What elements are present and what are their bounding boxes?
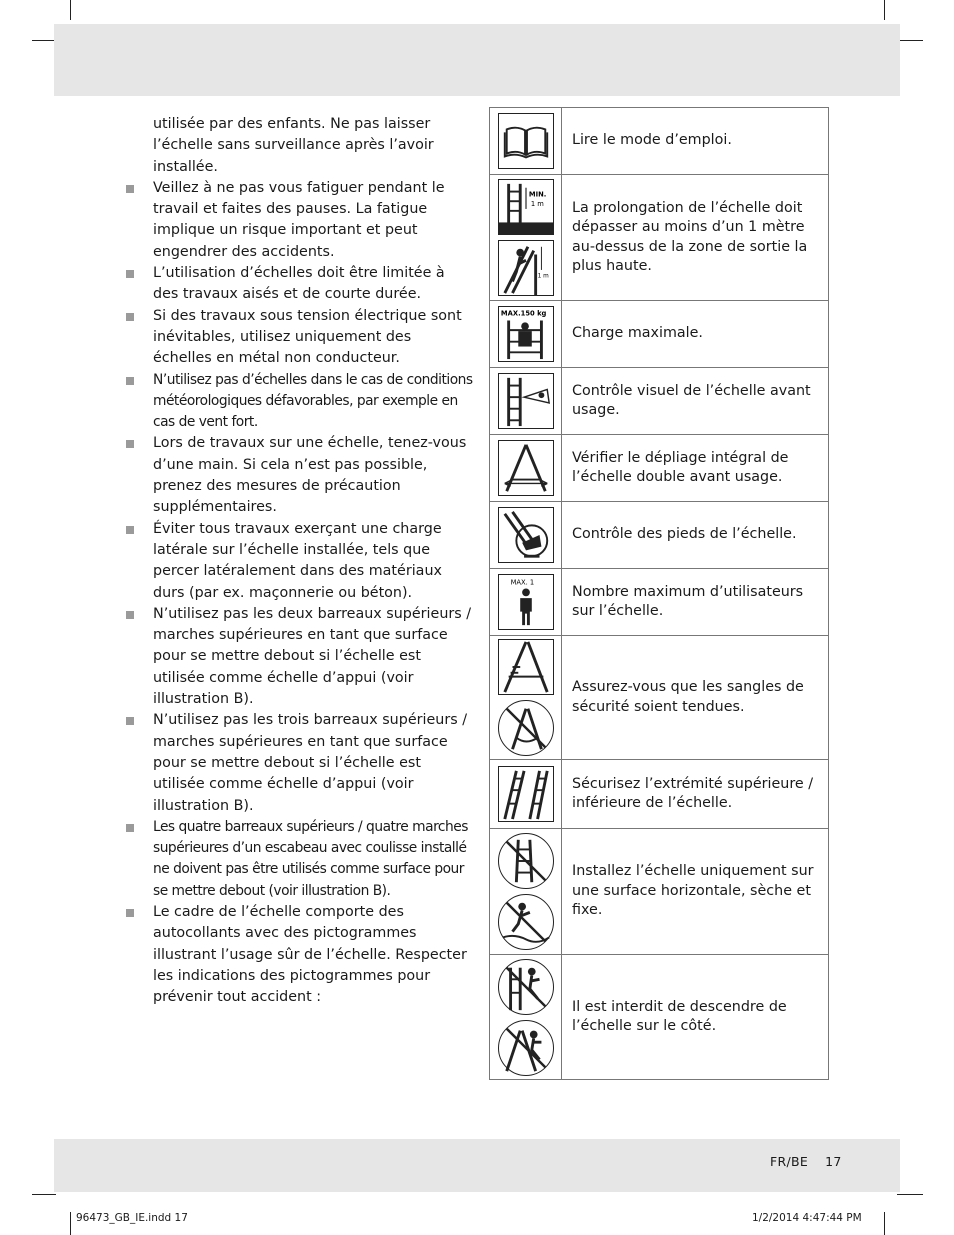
pictogram-text: Assurez-vous que les sangles de sécurité soient tendues. [572, 679, 804, 715]
pictogram-row [490, 300, 829, 367]
pictogram-text: Vérifier le dépliage intégral de l’échelle double avant usage. [572, 449, 789, 485]
safety-instructions [124, 114, 474, 1008]
ladder-overhang-1m-icon [498, 240, 554, 296]
crop-mark [70, 1212, 71, 1235]
crop-mark [32, 40, 56, 41]
no-loose-strap-icon [498, 700, 554, 756]
bullet-square-icon [126, 909, 134, 917]
bullet-square-icon [126, 270, 134, 278]
pictogram-text: Lire le mode d’emploi. [572, 132, 732, 149]
bullet-square-icon [126, 611, 134, 619]
pictogram-text: Sécurisez l’extrémité supérieure / inférieure de l’échelle. [572, 775, 814, 811]
visual-inspection-icon [498, 373, 554, 429]
pictogram-row [490, 954, 829, 1080]
crop-mark [884, 1212, 885, 1235]
page-number: 17 [825, 1154, 842, 1169]
bullet-square-icon [126, 440, 134, 448]
bullet-item: Lors de travaux sur une échelle, tenez-vous d’une main. Si cela n’est pas possible, prenez des mesures de précaution supplémentaires. [124, 433, 474, 518]
crop-mark [897, 40, 923, 41]
no-slippery-surface-icon [498, 894, 554, 950]
no-side-exit-icon [498, 959, 554, 1015]
min-label: MIN. [528, 190, 546, 199]
secure-ladder-ends-icon [498, 766, 554, 822]
pictogram-row [490, 174, 829, 300]
pictogram-row [490, 759, 829, 828]
pictogram-text: Contrôle visuel de l’échelle avant usage. [572, 382, 811, 418]
bullet-item: Éviter tous travaux exerçant une charge latérale sur l’échelle installée, tels que percer latéralement dans des matériaux durs (par ex. maçonnerie ou béton). [124, 519, 474, 604]
open-book-icon [498, 113, 554, 169]
pictogram-text: La prolongation de l’échelle doit dépasser au moins d’un 1 mètre au-dessus de la zone de sortie la plus haute. [572, 199, 808, 274]
pictogram-row [490, 501, 829, 568]
file-slug: 96473_GB_IE.indd 17 [76, 1212, 188, 1224]
bullet-item: Les quatre barreaux supérieurs / quatre marches supérieures d’un escabeau avec coulisse installé ne doivent pas être utilisés comme surface pour se mettre debout (voir illustration B). [124, 817, 474, 902]
pictogram-text: Nombre maximum d’utilisateurs sur l’échelle. [572, 583, 804, 619]
bullet-item: N’utilisez pas les trois barreaux supérieurs / marches supérieures en tant que surface pour se mettre debout si l’échelle est utilisée comme échelle d’appui (voir illustration B). [124, 710, 474, 816]
crop-mark [70, 0, 71, 20]
language-label: FR/BE [770, 1154, 809, 1169]
pictogram-text: Charge maximale. [572, 325, 703, 342]
pictogram-row [490, 635, 829, 759]
pictogram-row [490, 367, 829, 434]
bullet-square-icon [126, 313, 134, 321]
bullet-square-icon [126, 526, 134, 534]
max-users-icon [498, 574, 554, 630]
bullet-item: L’utilisation d’échelles doit être limitée à des travaux aisés et de courte durée. [124, 263, 474, 306]
continuation-text: utilisée par des enfants. Ne pas laisser l’échelle sans surveillance après l’avoir installée. [153, 116, 434, 175]
bullet-item: Le cadre de l’échelle comporte des autocollants avec des pictogrammes illustrant l’usage sûr de l’échelle. Respecter les indications des pictogrammes pour prévenir tout accident : [124, 902, 474, 1008]
crop-mark [897, 1194, 923, 1195]
bullet-item: Veillez à ne pas vous fatiguer pendant le travail et faites des pauses. La fatigue implique un risque important et peut engendrer des accidents. [124, 178, 474, 263]
crop-mark [884, 0, 885, 20]
date-slug: 1/2/2014 4:47:44 PM [752, 1212, 862, 1224]
safety-strap-icon [498, 639, 554, 695]
bullet-item: Si des travaux sous tension électrique sont inévitables, utilisez uniquement des échelles en métal non conducteur. [124, 306, 474, 370]
bullet-square-icon [126, 824, 134, 832]
header-band [54, 24, 900, 96]
max-load-label: MAX.150 kg [500, 309, 546, 318]
one-meter-label: 1 m [530, 200, 544, 209]
pictogram-row [490, 828, 829, 954]
ladder-feet-check-icon [498, 507, 554, 563]
ladder-min-1m-icon [498, 179, 554, 235]
page-footer [770, 1154, 842, 1169]
pictogram-text: Installez l’échelle uniquement sur une surface horizontale, sèche et fixe. [572, 863, 814, 919]
no-uneven-surface-icon [498, 833, 554, 889]
pictogram-table [489, 107, 829, 1080]
pictogram-row [490, 107, 829, 174]
step-ladder-unfold-icon [498, 440, 554, 496]
bullet-item: N’utilisez pas d’échelles dans le cas de conditions météorologiques défavorables, par exemple en cas de vent fort. [124, 370, 474, 434]
bullet-square-icon [126, 717, 134, 725]
pictogram-text: Il est interdit de descendre de l’échelle sur le côté. [572, 998, 787, 1034]
max-load-icon [498, 306, 554, 362]
bullet-square-icon [126, 377, 134, 385]
max-users-label: MAX. 1 [510, 578, 534, 587]
pictogram-row [490, 434, 829, 501]
bullet-item: N’utilisez pas les deux barreaux supérieurs / marches supérieures en tant que surface pour se mettre debout si l’échelle est utilisée comme échelle d’appui (voir illustration B). [124, 604, 474, 710]
one-meter-label: 1 m [537, 273, 549, 280]
pictogram-row [490, 568, 829, 635]
bullet-square-icon [126, 185, 134, 193]
crop-mark [32, 1194, 56, 1195]
no-side-exit-stepladder-icon [498, 1020, 554, 1076]
pictogram-text: Contrôle des pieds de l’échelle. [572, 526, 797, 543]
